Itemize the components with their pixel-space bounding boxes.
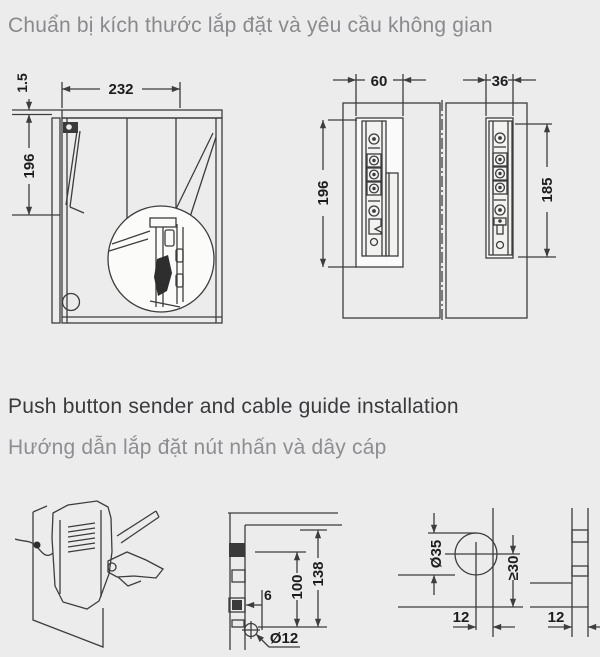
edge-side-view: [530, 508, 600, 637]
dim-drill-to-top: 138: [310, 561, 327, 587]
dim-side-edge-dist: 12: [547, 609, 565, 626]
dim-cup-clearance: ≥30: [505, 555, 522, 581]
dim-panel-left-width: 60: [370, 73, 388, 90]
dim-panel-left-height: 196: [315, 180, 332, 206]
dim-panel-right-width: 36: [491, 73, 509, 90]
dim-panel-right-height: 185: [539, 177, 556, 203]
push-button-iso-view: [15, 501, 163, 647]
dim-cup-dia: Ø35: [428, 539, 445, 569]
cabinet-dimensions: [12, 82, 180, 215]
installation-diagrams: [0, 480, 600, 657]
dim-drill-hole-dia: Ø12: [269, 630, 299, 647]
install-heading-en: Push button sender and cable guide installation: [8, 395, 459, 418]
install-heading-vi: Hướng dẫn lắp đặt nút nhấn và dây cáp: [8, 436, 387, 459]
mounting-panel-60-view: [323, 74, 442, 322]
dim-cup-edge-dist: 12: [452, 609, 470, 626]
dim-drill-edge-offset: 6: [264, 587, 272, 603]
dim-cabinet-width: 232: [108, 81, 134, 98]
prep-heading: Chuẩn bị kích thước lắp đặt và yêu cầu không gian: [8, 14, 493, 37]
dim-cabinet-depth: 196: [21, 153, 38, 179]
dim-drill-to-hinge: 100: [289, 574, 306, 600]
latch-detail-callout: [108, 206, 214, 312]
dimension-requirement-diagrams: [0, 60, 600, 360]
dim-cabinet-front-gap: 1.5: [14, 73, 30, 93]
